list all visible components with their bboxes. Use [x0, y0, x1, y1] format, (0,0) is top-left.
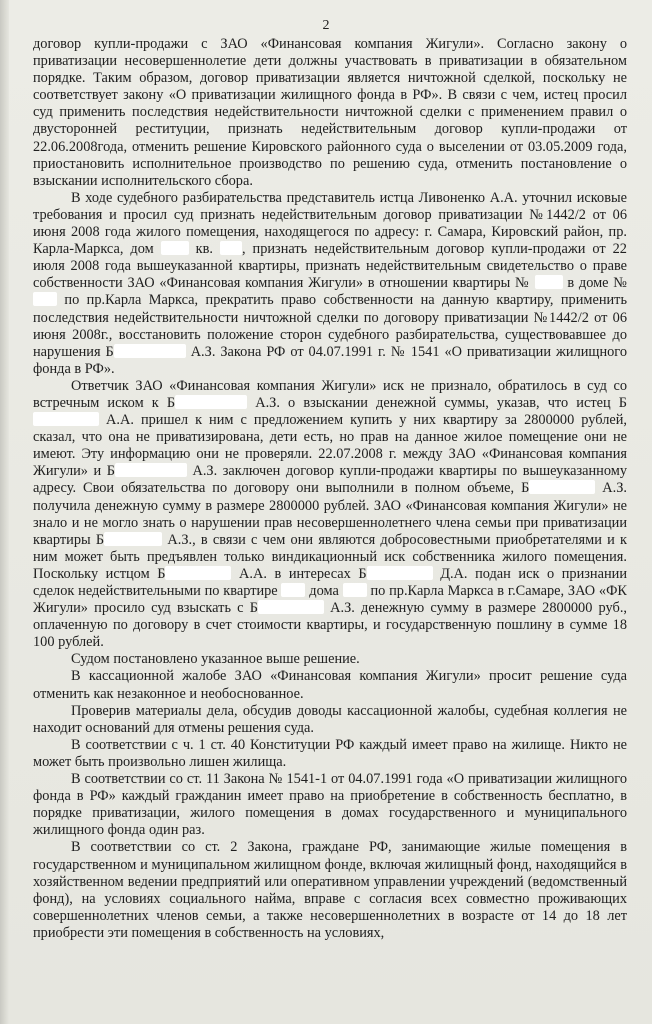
redaction	[33, 292, 57, 306]
redaction	[114, 344, 186, 358]
redaction	[367, 566, 433, 580]
redaction	[165, 566, 231, 580]
paragraph-6: Проверив материалы дела, обсудив доводы кассационной жалобы, судебная коллегия не находит оснований для отмены решения суда.	[33, 702, 627, 736]
document-body	[33, 36, 627, 942]
redaction	[343, 583, 367, 597]
redaction	[104, 532, 162, 546]
paragraph-8: В соответствии со ст. 11 Закона № 1541-1 от 04.07.1991 года «О приватизации жилищного фонда в РФ» каждый гражданин имеет право на приобретение в собственность бесплатно, в порядке приватизации, жилого помещения в домах государственного и муниципального жилищного фонда один раз.	[33, 771, 627, 839]
paragraph-4: Судом постановлено указанное выше решение.	[71, 651, 360, 668]
redaction	[281, 583, 305, 597]
redaction	[529, 480, 595, 494]
redaction	[220, 241, 242, 255]
redaction	[175, 395, 247, 409]
paragraph-9: В соответствии со ст. 2 Закона, граждане РФ, занимающие жилые помещения в государственном и муниципальном жилищном фонде, включая жилищный фонд, находящийся в хозяйственном ведении предприятий или оперативном управлении учреждений (ведомственный фонд), на условиях социального найма, вправе с согласия всех совместно проживающих совершеннолетних членов семьи, а также несовершеннолетних в возрасте от 14 до 18 лет приобрести эти помещения в собственность на условиях,	[33, 839, 627, 941]
redaction	[258, 600, 324, 614]
paragraph-5: В кассационной жалобе ЗАО «Финансовая компания Жигули» просит решение суда отменить как незаконное и необоснованное.	[33, 668, 627, 702]
redaction	[115, 463, 187, 477]
paragraph-3: Ответчик ЗАО «Финансовая компания Жигули» иск не признало, обратилось в суд со встречным иском к Б А.З. о взыскании денежной суммы, указав, что истец Б А.А. пришел к ним с предложением купить у них квартиру за 2800000 рублей, сказал, что она не приватизирована, дети есть, но прав на данное жилое помещение они не имеют. Эту информацию они не проверяли. 22.07.2008 г. между ЗАО «Финансовая компания Жигули» и Б А.З. заключен договор купли-продажи квартиры по вышеуказанному адресу. Свои обязательства по договору они выполнили в полном объеме, Б А.З. получила денежную сумму в размере 2800000 рублей. ЗАО «Финансовая компания Жигули» не знало и не могло знать о нарушении прав несовершеннолетнего члена семьи при приватизации квартиры Б А.З., в связи с чем они являются добросовестными приобретателями и к ним может быть предъявлен только виндикационный иск собственника жилого помещения. Поскольку истцом Б А.А. в интересах Б Д.А. подан иск о признании сделок недействительными по квартире дома по пр.Карла Маркса в г.Самаре, ЗАО «ФК Жигули» просило суд взыскать с Б А.З. денежную сумму в размере 2800000 руб., оплаченную по договору в счет стоимости квартиры, и государственную пошлину в сумме 18 100 рублей.	[33, 377, 628, 651]
paragraph-2: В ходе судебного разбирательства представитель истца Ливоненко А.А. уточнил исковые требования и просил суд признать недействительным договор приватизации №1442/2 от 06 июня 2008 года жилого помещения, находящегося по адресу: г. Самара, Кировский район, пр. Карла-Маркса, дом кв. , признать недействительным договор купли-продажи от 22 июля 2008 года вышеуказанной квартиры, признать недействительным свидетельство о праве собственности ЗАО «Финансовая компания Жигули» в отношении квартиры № в доме № по пр.Карла Маркса, прекратить право собственности на данную квартиру, применить последствия недействительности ничтожной сделки по договору приватизации №1442/2 от 06 июня 2008г., восстановить положение сторон судебного разбирательства, существовавшее до нарушения Б А.З. Закона РФ от 04.07.1991 г. № 1541 «О приватизации жилищного фонда в РФ».	[33, 189, 627, 377]
scan-edge	[0, 0, 9, 1024]
redaction	[535, 275, 563, 289]
redaction	[161, 241, 189, 255]
redaction	[33, 412, 99, 426]
paragraph-1: договор купли-продажи с ЗАО «Финансовая компания Жигули». Согласно закону о приватизации несовершеннолетие дети должны участвовать в приватизации в обязательном порядке. Таким образом, договор приватизации является ничтожной сделкой, поскольку не соответствует закону «О приватизации жилищного фонда в РФ». В связи с чем, истец просил суд применить последствия недействительности ничтожной сделки с применением правил о двусторонней реституции, признать недействительным договор купли-продажи от 22.06.2008года, отменить решение Кировского районного суда о выселении от 03.05.2009 года, приостановить исполнительное производство по решению суда, отменить постановление о взыскании исполнительского сбора.	[33, 36, 627, 189]
page-number: 2	[322, 18, 330, 33]
paragraph-7: В соответствии с ч. 1 ст. 40 Конституции РФ каждый имеет право на жилище. Никто не может быть произвольно лишен жилища.	[33, 736, 627, 770]
